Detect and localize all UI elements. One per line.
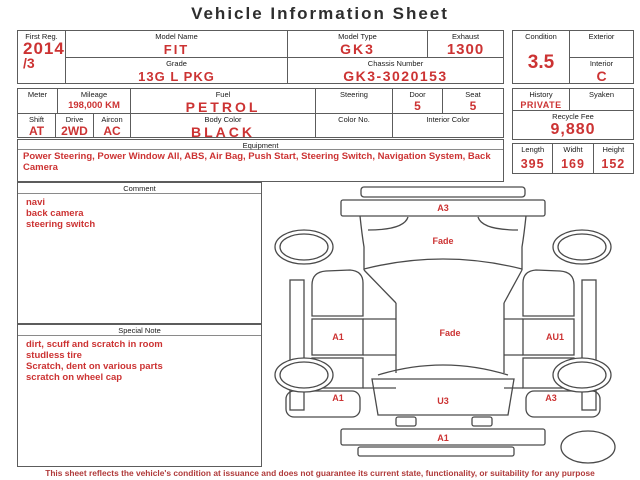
dimensions-box — [512, 143, 634, 174]
special-note-label: Special Note — [18, 325, 261, 336]
field-exterior-label: Exterior — [588, 32, 615, 41]
diagram-label-roof: Fade — [439, 328, 461, 338]
field-seat-value: 5 — [469, 99, 477, 113]
field-condition-value: 3.5 — [527, 51, 555, 73]
condition-box — [512, 30, 634, 84]
field-interior-label: Interior — [589, 59, 614, 68]
diagram-label-windshield: Fade — [432, 236, 454, 246]
field-height — [594, 144, 633, 173]
car-damage-diagram — [268, 185, 638, 465]
field-history — [513, 89, 570, 110]
field-exterior — [570, 31, 633, 58]
field-steering-label: Steering — [340, 90, 368, 99]
field-first-reg-label: First Reg. — [25, 32, 58, 41]
field-meter-label: Meter — [27, 90, 48, 99]
field-length-label: Length — [521, 145, 545, 154]
diagram-label-left-door: A1 — [332, 332, 344, 342]
spec-row-1 — [18, 89, 503, 114]
field-steering-value — [316, 99, 392, 113]
field-body-color — [131, 114, 316, 138]
field-grade — [66, 58, 288, 84]
field-recycle-fee-value: 9,880 — [550, 121, 596, 138]
disclaimer-text: This sheet reflects the vehicle's condition at issuance and does not guarantee its current state, functionality, or suitability for any purpose — [45, 468, 595, 478]
field-chassis-number-value: GK3-3020153 — [343, 68, 448, 84]
diagram-label-front-bumper: A3 — [437, 203, 449, 213]
field-drive — [56, 114, 94, 138]
field-model-type-value: GK3 — [340, 41, 375, 57]
field-fuel-value: PETROL — [185, 99, 261, 115]
field-interior-color-value — [393, 124, 503, 138]
vehicle-id-table — [17, 30, 504, 84]
field-meter — [18, 89, 58, 113]
page-title: Vehicle Information Sheet — [191, 4, 449, 23]
field-aircon — [94, 114, 131, 138]
field-fuel-label: Fuel — [215, 90, 231, 99]
equipment-box — [17, 139, 504, 182]
diagram-label-right-door: AU1 — [545, 332, 565, 342]
field-aircon-label: Aircon — [101, 114, 123, 124]
field-model-type — [288, 31, 428, 58]
field-first-reg-value — [18, 41, 65, 84]
equipment-label: Equipment — [18, 140, 503, 150]
special-note-box — [17, 324, 262, 467]
field-condition — [513, 31, 570, 84]
field-seat-label: Seat — [465, 90, 481, 99]
car-outline-icon — [275, 187, 615, 463]
field-model-type-label: Model Type — [338, 32, 377, 41]
field-height-value: 152 — [601, 156, 626, 171]
field-interior-value: C — [596, 68, 607, 84]
field-door-label: Door — [409, 90, 426, 99]
field-syaken-value — [570, 99, 633, 110]
field-exhaust-label: Exhaust — [451, 32, 480, 41]
diagram-label-hatch: U3 — [437, 396, 449, 406]
field-length — [513, 144, 553, 173]
field-history-label: History — [529, 90, 553, 99]
field-exhaust-value: 1300 — [446, 41, 485, 58]
field-grade-value: 13G L PKG — [138, 68, 215, 84]
field-recycle-fee-label: Recycle Fee — [552, 112, 594, 121]
spec-row-2 — [18, 114, 503, 138]
field-model-name — [66, 31, 288, 58]
field-model-name-value: FIT — [163, 41, 190, 57]
field-door-value: 5 — [414, 99, 421, 113]
special-note-line: dirt, scuff and scratch in room — [26, 339, 163, 350]
field-condition-label: Condition — [525, 32, 557, 41]
field-first-reg — [18, 31, 66, 84]
field-exterior-value — [570, 41, 633, 57]
special-note-line: studless tire — [26, 349, 82, 361]
history-box — [512, 88, 634, 140]
field-recycle-fee — [513, 111, 633, 139]
field-fuel — [131, 89, 316, 113]
field-syaken-label: Syaken — [588, 90, 615, 99]
field-chassis-number-label: Chassis Number — [367, 59, 424, 68]
field-meter-value — [18, 99, 57, 113]
first-reg-year: 2014 — [23, 39, 65, 58]
field-shift-label: Shift — [28, 114, 44, 124]
field-color-no-value — [316, 124, 392, 138]
field-model-name-label: Model Name — [155, 32, 198, 41]
comment-line: back camera — [26, 207, 84, 219]
field-exhaust — [428, 31, 503, 58]
field-grade-label: Grade — [166, 59, 187, 68]
field-width-value: 169 — [561, 156, 585, 171]
field-mileage-value: 198,000 KM — [68, 100, 120, 112]
field-seat — [443, 89, 503, 113]
special-note-line: scratch on wheel cap — [26, 371, 123, 383]
field-body-color-value: BLACK — [191, 123, 255, 140]
spec-table — [17, 88, 504, 138]
field-interior-color-label: Interior Color — [426, 114, 470, 124]
comment-line: navi — [26, 197, 46, 208]
equipment-value: Power Steering, Power Window All, ABS, Air Bag, Push Start, Steering Switch, Navigation System, Back Camera — [23, 151, 491, 174]
field-mileage — [58, 89, 131, 113]
diagram-label-right-quarter: A3 — [545, 393, 557, 403]
field-interior — [570, 58, 633, 84]
field-width — [553, 144, 593, 173]
field-height-label: Height — [602, 145, 625, 154]
comment-line: steering switch — [26, 218, 96, 230]
first-reg-month: /3 — [23, 55, 35, 72]
field-body-color-label: Body Color — [204, 114, 242, 124]
field-history-value: PRIVATE — [520, 99, 562, 110]
history-row — [513, 89, 633, 111]
comment-box — [17, 182, 262, 324]
field-color-no — [316, 114, 393, 138]
field-door — [393, 89, 443, 113]
special-note-body — [18, 336, 261, 388]
field-length-value: 395 — [520, 156, 545, 171]
field-interior-color — [393, 114, 503, 138]
field-drive-label: Drive — [65, 114, 84, 124]
field-shift — [18, 114, 56, 138]
field-color-no-label: Color No. — [338, 114, 370, 124]
field-syaken — [570, 89, 633, 110]
field-mileage-label: Mileage — [80, 90, 108, 99]
field-chassis-number — [288, 58, 503, 84]
field-shift-value: AT — [28, 123, 45, 138]
field-steering — [316, 89, 393, 113]
field-width-label: Widht — [563, 145, 583, 154]
comment-label: Comment — [18, 183, 261, 194]
diagram-label-rear-bumper: A1 — [437, 433, 449, 443]
special-note-line: Scratch, dent on various parts — [26, 360, 163, 372]
field-drive-value: 2WD — [61, 123, 88, 138]
field-aircon-value: AC — [103, 123, 121, 138]
comment-body — [18, 194, 261, 235]
diagram-label-left-quarter: A1 — [332, 393, 344, 403]
